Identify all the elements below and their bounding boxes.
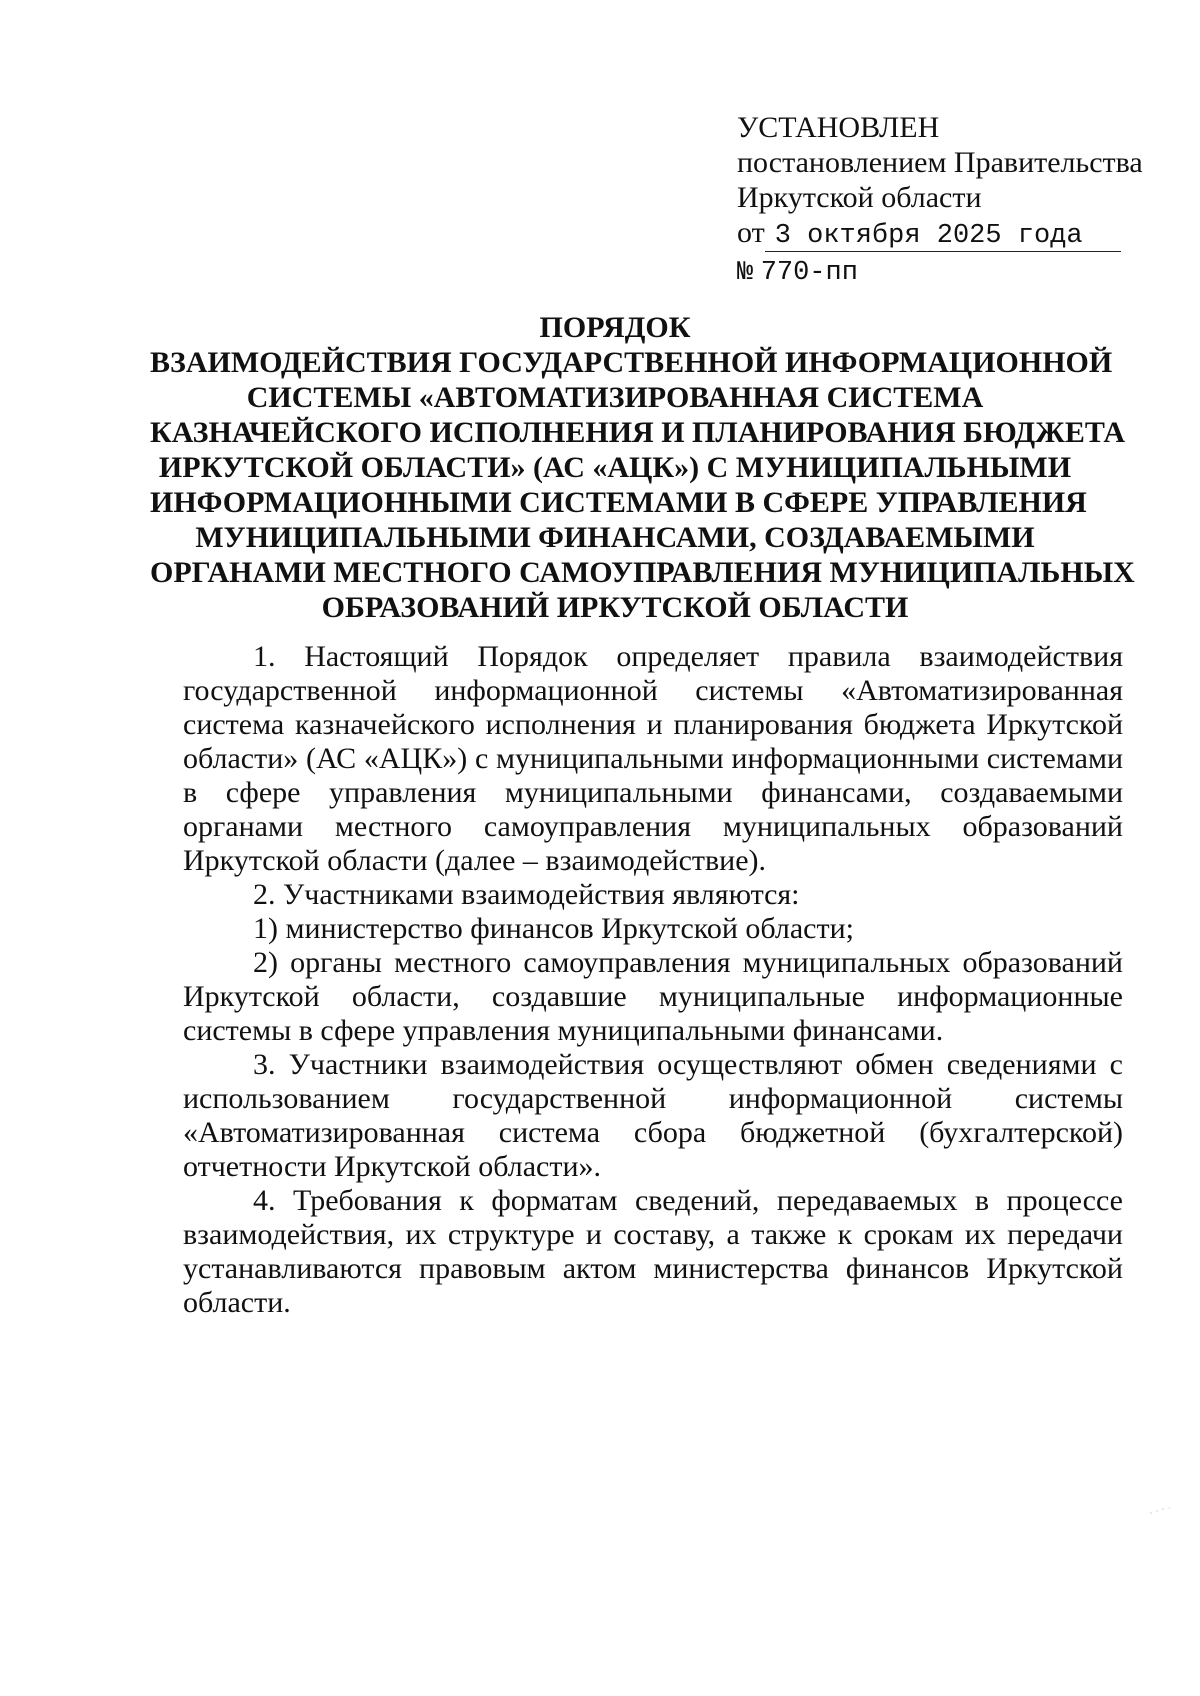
paragraph-2: 2. Участниками взаимодействия являются: — [253, 878, 800, 911]
approval-line-1: постановлением Правительства — [737, 146, 1143, 179]
title-line: ОБРАЗОВАНИЙ ИРКУТСКОЙ ОБЛАСТИ — [321, 591, 909, 624]
approval-heading: УСТАНОВЛЕН — [737, 111, 940, 144]
title-line: ИНФОРМАЦИОННЫМИ СИСТЕМАМИ В СФЕРЕ УПРАВЛЕНИЯ — [150, 486, 1087, 519]
approval-stamp — [737, 110, 1143, 291]
title-line: КАЗНАЧЕЙСКОГО ИСПОЛНЕНИЯ И ПЛАНИРОВАНИЯ БЮДЖЕТА — [150, 416, 1126, 449]
title-line: СИСТЕМЫ «АВТОМАТИЗИРОВАННАЯ СИСТЕМА — [246, 381, 984, 414]
paragraph-2-item-2: 2) органы местного самоуправления муниципальных образований Иркутской области, создавшие муниципальные информационные системы в сфере управления муниципальными финансами. — [183, 946, 1123, 1047]
title-line: ПОРЯДОК — [539, 311, 691, 344]
title-line: ВЗАИМОДЕЙСТВИЯ ГОСУДАРСТВЕННОЙ ИНФОРМАЦИОННОЙ — [150, 346, 1113, 379]
approval-date-value: 3 октября 2025 года — [765, 221, 1121, 252]
title-line: МУНИЦИПАЛЬНЫМИ ФИНАНСАМИ, СОЗДАВАЕМЫМИ — [195, 521, 1035, 554]
approval-number-line — [737, 252, 1117, 291]
document-body — [183, 640, 1123, 1320]
paragraph-3: 3. Участники взаимодействия осуществляют обмен сведениями с использованием государственной информационной системы «Автоматизированная система сбора бюджетной (бухгалтерской) отчетности Иркутской области». — [183, 1048, 1123, 1183]
paragraph-1: 1. Настоящий Порядок определяет правила взаимодействия государственной информационной системы «Автоматизированная система казначейского исполнения и планирования бюджета Иркутской области» (АС «АЦК») с муниципальными информационными системами в сфере управления муниципальными финансами, создаваемыми органами местного самоуправления муниципальных образований Иркутской области (далее – взаимодействие). — [183, 640, 1123, 877]
approval-date-line — [737, 215, 1117, 252]
title-line: ИРКУТСКОЙ ОБЛАСТИ» (АС «АЦК») С МУНИЦИПАЛЬНЫМИ — [158, 451, 1072, 484]
paragraph-2-item-1: 1) министерство финансов Иркутской области; — [253, 912, 854, 945]
paragraph-4: 4. Требования к форматам сведений, передаваемых в процессе взаимодействия, их структуре и составу, а также к срокам их передачи устанавливаются правовым актом министерства финансов Иркутской области. — [183, 1184, 1123, 1319]
title-line: ОРГАНАМИ МЕСТНОГО САМОУПРАВЛЕНИЯ МУНИЦИПАЛЬНЫХ — [150, 556, 1135, 589]
approval-date-prefix: от — [737, 216, 765, 249]
approval-line-2: Иркутской области — [737, 181, 982, 214]
approval-number-value: 770-пп — [760, 258, 858, 288]
scan-speck — [1148, 1505, 1174, 1517]
document-title — [150, 310, 1135, 625]
approval-number-prefix: № — [737, 258, 754, 288]
